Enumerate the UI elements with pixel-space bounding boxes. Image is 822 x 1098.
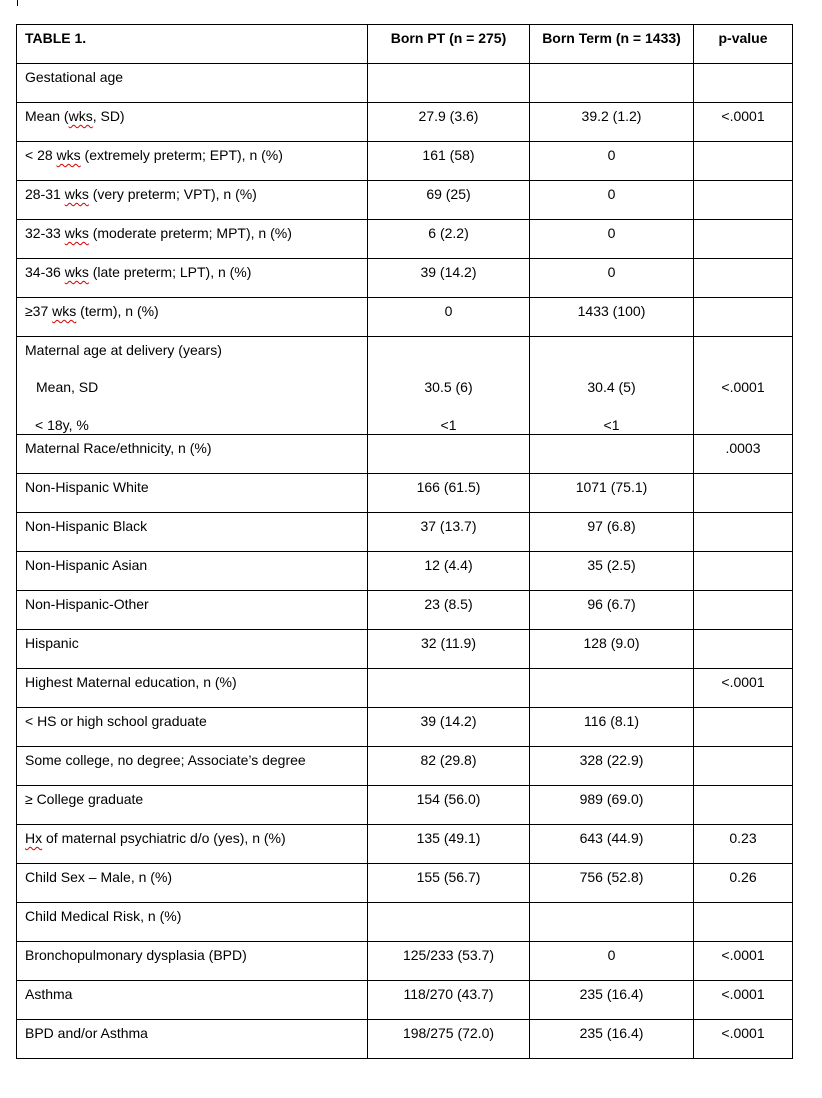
cell-born-term: 756 (52.8) [530,864,694,903]
table-row [17,786,793,825]
section-label: Gestational age [17,64,368,103]
cell-born-term: 643 (44.9) [530,825,694,864]
cell-p-value: <.0001 [694,337,793,435]
row-label: Hispanic [17,630,368,669]
cell-born-pt: 27.9 (3.6) [368,103,530,142]
row-label: Asthma [17,981,368,1020]
row-label-mean-sd: Mean, SD [36,379,99,395]
table-row [17,103,793,142]
cell-born-term: 39.2 (1.2) [530,103,694,142]
table-row [17,942,793,981]
cell-p-value: .0003 [694,435,793,474]
table-row [17,630,793,669]
text-cursor [17,0,18,6]
table-row [17,298,793,337]
table-row [17,513,793,552]
cell-born-term: 96 (6.7) [530,591,694,630]
section-label: Child Medical Risk, n (%) [17,903,368,942]
cell-born-term: 128 (9.0) [530,630,694,669]
cell-born-term: 0 [530,942,694,981]
column-header-born-term: Born Term (n = 1433) [530,25,694,64]
table-row [17,142,793,181]
cell-born-pt: 135 (49.1) [368,825,530,864]
cell-born-pt: 166 (61.5) [368,474,530,513]
cell-born-pt: 161 (58) [368,142,530,181]
cell-born-pt: 23 (8.5) [368,591,530,630]
row-label: 28-31 wks (very preterm; VPT), n (%) [17,181,368,220]
cell-born-pt: 125/233 (53.7) [368,942,530,981]
row-label: Child Sex – Male, n (%) [17,864,368,903]
data-table [16,24,793,1059]
cell-p-value [694,552,793,591]
cell-p-value: 0.23 [694,825,793,864]
cell-p-value: <.0001 [694,942,793,981]
table-row [17,552,793,591]
row-label: ≥37 wks (term), n (%) [17,298,368,337]
row-label: 32-33 wks (moderate preterm; MPT), n (%) [17,220,368,259]
cell-born-term: 989 (69.0) [530,786,694,825]
cell-born-term: 30.4 (5) <1 [530,337,694,435]
row-label: Non-Hispanic White [17,474,368,513]
cell-p-value [694,220,793,259]
spellcheck-word: wks [52,303,77,319]
row-label: Hx of maternal psychiatric d/o (yes), n (%) [17,825,368,864]
column-header-born-pt: Born PT (n = 275) [368,25,530,64]
row-label: ≥ College graduate [17,786,368,825]
table-row [17,747,793,786]
table-row [17,864,793,903]
cell-p-value [694,708,793,747]
section-row-race [17,435,793,474]
cell-born-pt: 155 (56.7) [368,864,530,903]
table-row [17,708,793,747]
table-title: TABLE 1. [17,25,368,64]
cell-p-value: <.0001 [694,103,793,142]
cell-p-value [694,142,793,181]
table-row [17,220,793,259]
spellcheck-word: wks [64,225,89,241]
table-row [17,181,793,220]
row-label: < HS or high school graduate [17,708,368,747]
cell-born-term: 0 [530,181,694,220]
row-label: 34-36 wks (late preterm; LPT), n (%) [17,259,368,298]
cell-born-term: 1433 (100) [530,298,694,337]
row-label: Non-Hispanic Asian [17,552,368,591]
spellcheck-word: Hx [25,830,43,846]
cell-born-term: 235 (16.4) [530,1020,694,1059]
cell-born-term: 116 (8.1) [530,708,694,747]
row-label: < 28 wks (extremely preterm; EPT), n (%) [17,142,368,181]
table-row [17,259,793,298]
cell-p-value [694,630,793,669]
cell-born-pt: 6 (2.2) [368,220,530,259]
cell-born-term: 0 [530,220,694,259]
cell-born-term: 1071 (75.1) [530,474,694,513]
table-row [17,474,793,513]
cell-p-value [694,747,793,786]
cell-born-term: 35 (2.5) [530,552,694,591]
column-header-p-value: p-value [694,25,793,64]
cell-born-pt: 198/275 (72.0) [368,1020,530,1059]
cell-born-pt: 30.5 (6) <1 [368,337,530,435]
cell-born-pt: 82 (29.8) [368,747,530,786]
cell-born-pt: 69 (25) [368,181,530,220]
row-label-under-18: < 18y, % [35,417,89,433]
row-label: Some college, no degree; Associate’s degree [17,747,368,786]
spellcheck-word: wks [64,186,89,202]
cell-born-pt: 39 (14.2) [368,708,530,747]
cell-born-term: 0 [530,142,694,181]
table-row [17,825,793,864]
spellcheck-word: wks [56,147,81,163]
table-row [17,981,793,1020]
row-label: Mean (wks, SD) [17,103,368,142]
cell-p-value [694,298,793,337]
cell-born-pt: 12 (4.4) [368,552,530,591]
cell-p-value [694,181,793,220]
section-row-education [17,669,793,708]
section-row-gestational-age [17,64,793,103]
cell-p-value: 0.26 [694,864,793,903]
section-row-medical-risk [17,903,793,942]
cell-born-pt: 32 (11.9) [368,630,530,669]
cell-p-value: <.0001 [694,669,793,708]
spellcheck-word: wks [64,264,89,280]
cell-p-value [694,513,793,552]
cell-p-value: <.0001 [694,1020,793,1059]
row-label: BPD and/or Asthma [17,1020,368,1059]
section-label: Maternal Race/ethnicity, n (%) [17,435,368,474]
section-row-maternal-age [17,337,793,435]
cell-born-pt: 39 (14.2) [368,259,530,298]
table-row [17,1020,793,1059]
section-label: Maternal age at delivery (years) Mean, SD < 18y, % [17,337,368,435]
cell-p-value [694,591,793,630]
cell-born-term: 97 (6.8) [530,513,694,552]
section-label: Highest Maternal education, n (%) [17,669,368,708]
cell-born-term: 0 [530,259,694,298]
cell-born-pt: 0 [368,298,530,337]
cell-born-term: 235 (16.4) [530,981,694,1020]
row-label: Non-Hispanic Black [17,513,368,552]
row-label: Bronchopulmonary dysplasia (BPD) [17,942,368,981]
table-header-row [17,25,793,64]
row-label: Non-Hispanic-Other [17,591,368,630]
table-row [17,591,793,630]
cell-born-pt: 118/270 (43.7) [368,981,530,1020]
cell-born-pt: 37 (13.7) [368,513,530,552]
cell-p-value [694,259,793,298]
cell-born-term: 328 (22.9) [530,747,694,786]
cell-p-value [694,786,793,825]
spellcheck-word: wks [68,108,93,124]
cell-p-value: <.0001 [694,981,793,1020]
cell-p-value [694,474,793,513]
cell-born-pt: 154 (56.0) [368,786,530,825]
